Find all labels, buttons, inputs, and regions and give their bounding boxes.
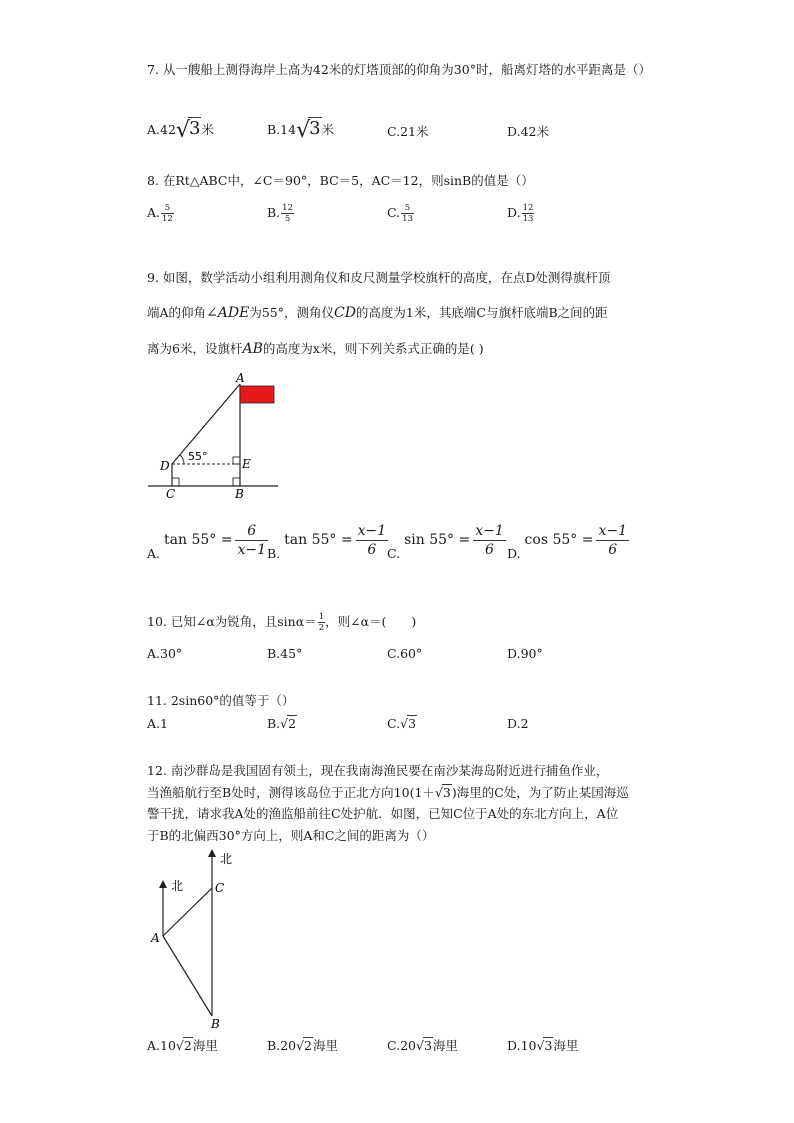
question-9-line-1: 9. 如图，数学活动小组利用测角仪和皮尺测量学校旗杆的高度，在点D处测得旗杆顶 bbox=[147, 270, 611, 285]
label-e: E bbox=[242, 457, 251, 471]
option-11a[interactable]: A.1 bbox=[147, 716, 168, 731]
flagpole-figure bbox=[140, 372, 290, 502]
question-10-options bbox=[147, 646, 687, 676]
option-9c[interactable]: C. sin 55° = $\frac{x-1}{6}$ bbox=[387, 523, 504, 561]
question-11-options bbox=[147, 716, 687, 746]
question-9 bbox=[147, 260, 687, 367]
option-8d[interactable]: D. $\frac{12}{13}$ bbox=[507, 203, 534, 224]
question-9-line-3: 离为6米，设旗杆AB的高度为x米，则下列关系式正确的是( ) bbox=[147, 341, 484, 357]
option-12a[interactable]: A.10√2海里 bbox=[147, 1038, 218, 1053]
angle-label: 55° bbox=[188, 450, 208, 463]
question-12-line-2: 当渔船航行至B处时，测得该岛位于正北方向10(1＋√3)海里的C处，为了防止某国海巡 bbox=[147, 784, 629, 800]
option-10a[interactable]: A.30° bbox=[147, 646, 183, 661]
question-9-line-2: 端A的仰角∠ADE为55°，测角仪CD的高度为1米，其底端C与旗杆底端B之间的距 bbox=[147, 305, 608, 321]
question-8 bbox=[147, 170, 687, 192]
option-12b[interactable]: B.20√2海里 bbox=[267, 1038, 339, 1053]
question-12-line-4: 于B的北偏西30°方向上，则A和C之间的距离为（） bbox=[147, 827, 435, 843]
label-b: B bbox=[235, 487, 244, 501]
option-9d[interactable]: D. cos 55° = $\frac{x-1}{6}$ bbox=[507, 523, 627, 561]
question-8-text: 8. 在Rt△ABC中，∠C＝90°，BC＝5，AC＝12，则sinB的值是（） bbox=[147, 173, 534, 188]
option-10b[interactable]: B.45° bbox=[267, 646, 303, 661]
option-8b[interactable]: B. $\frac{12}{5}$ bbox=[267, 203, 293, 224]
question-10: 10. 已知∠α为锐角，且sinα＝ $\frac{1}{2}$ ，则∠α＝( ) bbox=[147, 612, 417, 633]
option-7c[interactable]: C.21米 bbox=[387, 124, 429, 139]
north-label-a: 北 bbox=[171, 879, 184, 893]
option-10c[interactable]: C.60° bbox=[387, 646, 423, 661]
option-12c[interactable]: C.20√3海里 bbox=[387, 1038, 458, 1053]
option-8c[interactable]: C. $\frac{5}{13}$ bbox=[387, 203, 413, 224]
question-11-text: 11. 2sin60°的值等于（） bbox=[147, 693, 295, 708]
question-12-line-1: 12. 南沙群岛是我国固有领土，现在我南海渔民要在南沙某海岛附近进行捕鱼作业， bbox=[147, 763, 609, 778]
option-12d[interactable]: D.10√3海里 bbox=[507, 1038, 579, 1053]
question-8-options bbox=[147, 203, 687, 233]
question-11 bbox=[147, 690, 687, 712]
option-7b[interactable]: B.14√3米 bbox=[267, 118, 335, 143]
option-9a[interactable]: A. tan 55° = $\frac{6}{x-1}$ bbox=[147, 523, 266, 561]
segment-ab bbox=[163, 936, 212, 1016]
option-11b[interactable]: B.√2 bbox=[267, 716, 297, 731]
question-12-options bbox=[147, 1036, 687, 1066]
option-11c[interactable]: C.√3 bbox=[387, 716, 417, 731]
label-a: A bbox=[236, 372, 245, 385]
label-c: C bbox=[215, 881, 225, 895]
question-9-options bbox=[147, 522, 687, 572]
option-11d[interactable]: D.2 bbox=[507, 716, 529, 731]
question-7-text: 7. 从一艘船上测得海岸上高为42米的灯塔顶部的仰角为30°时，船离灯塔的水平距离是（） bbox=[147, 62, 651, 77]
question-7 bbox=[147, 59, 687, 81]
question-12-line-3: 警干扰，请求我A处的渔监船前往C处护航．如图，已知C位于A处的东北方向上，A位 bbox=[147, 806, 619, 821]
label-c: C bbox=[166, 487, 176, 501]
option-8a[interactable]: A. $\frac{5}{12}$ bbox=[147, 203, 173, 224]
option-7a[interactable]: A.42√3米 bbox=[147, 118, 214, 143]
label-d: D bbox=[160, 459, 170, 473]
flag bbox=[240, 386, 274, 403]
north-label-b: 北 bbox=[220, 852, 233, 866]
question-7-options bbox=[147, 118, 687, 148]
navigation-figure bbox=[145, 848, 255, 1033]
right-angle-c bbox=[172, 478, 179, 486]
right-angle-b bbox=[233, 478, 240, 486]
label-a: A bbox=[151, 931, 160, 945]
question-12 bbox=[147, 760, 687, 846]
option-7d[interactable]: D.42米 bbox=[507, 124, 549, 139]
segment-ac bbox=[163, 888, 212, 936]
option-10d[interactable]: D.90° bbox=[507, 646, 543, 661]
label-b: B bbox=[211, 1017, 220, 1031]
right-angle-e bbox=[233, 457, 240, 464]
angle-arc bbox=[180, 455, 184, 464]
option-9b[interactable]: B. tan 55° = $\frac{x-1}{6}$ bbox=[267, 523, 387, 561]
